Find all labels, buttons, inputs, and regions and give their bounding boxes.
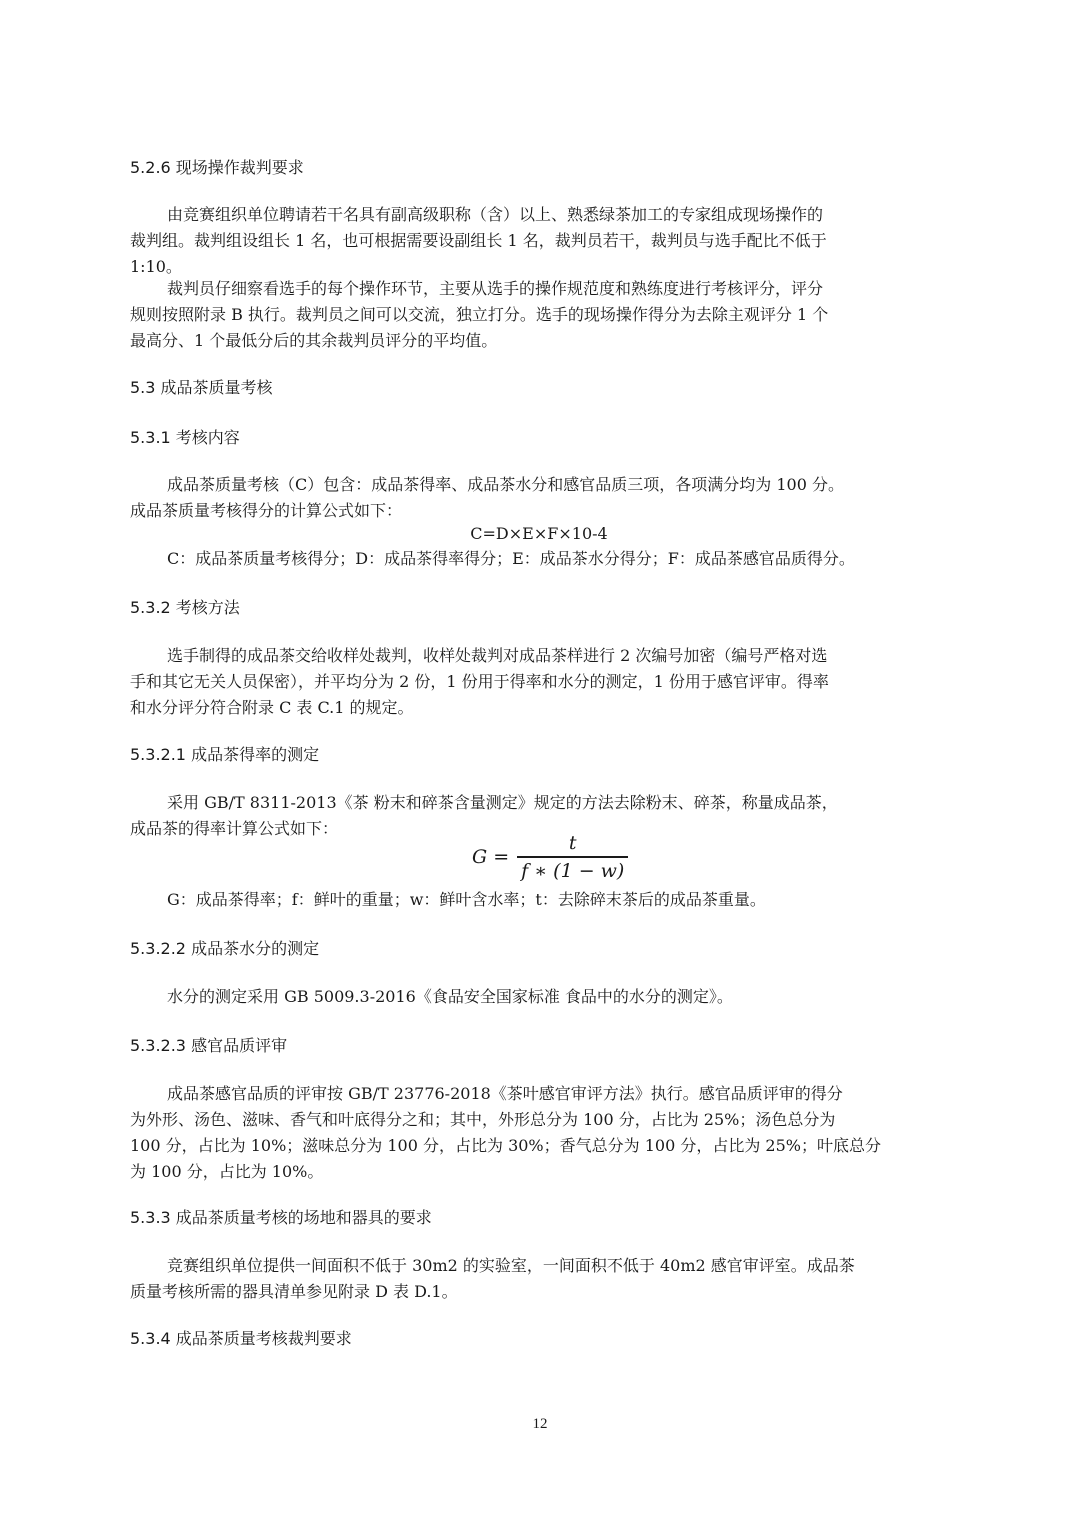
formula-g-denominator: f ∗ (1 − w) [521,859,625,882]
heading-5-3-2-1: 5.3.2.1 成品茶得率的测定 [130,745,320,764]
text-line: 采用 GB/T 8311-2013《茶 粉末和碎茶含量测定》规定的方法去除粉末、碎茶，称量成品茶， [167,793,838,812]
formula-g-lhs: G = [472,845,510,868]
formula-g [472,832,628,882]
text-line: 成品茶的得率计算公式如下： [130,819,339,838]
page-number: 12 [532,1416,548,1432]
text-line: 质量考核所需的器具清单参见附录 D 表 D.1。 [130,1282,458,1301]
text-line: 最高分、1 个最低分后的其余裁判员评分的平均值。 [130,331,498,350]
text-line: 选手制得的成品茶交给收样处裁判，收样处裁判对成品茶样进行 2 次编号加密（编号严格对选 [167,646,828,665]
definitions-c: C：成品茶质量考核得分；D：成品茶得率得分；E：成品茶水分得分；F：成品茶感官品质得分。 [167,549,855,568]
text-line: 和水分评分符合附录 C 表 C.1 的规定。 [130,698,414,717]
text-line: 由竞赛组织单位聘请若干名具有副高级职称（含）以上、熟悉绿茶加工的专家组成现场操作的 [167,205,824,224]
text-line: 1:10。 [130,257,182,276]
heading-5-3-3: 5.3.3 成品茶质量考核的场地和器具的要求 [130,1208,432,1227]
paragraph-5-3-3 [130,1253,948,1305]
formula-c: C=D×E×F×10-4 [470,524,608,543]
heading-5-3: 5.3 成品茶质量考核 [130,378,273,397]
heading-5-3-2: 5.3.2 考核方法 [130,598,240,617]
definitions-g: G：成品茶得率；f：鲜叶的重量；w：鲜叶含水率；t：去除碎末茶后的成品茶重量。 [167,890,766,909]
text-line: 竞赛组织单位提供一间面积不低于 30m2 的实验室，一间面积不低于 40m2 感官审评室。成品茶 [167,1256,855,1275]
paragraph-5-2-6-a [130,202,948,280]
text-line: 为 100 分，占比为 10%。 [130,1162,324,1181]
text-line: 成品茶感官品质的评审按 GB/T 23776-2018《茶叶感官审评方法》执行。感官品质评审的得分 [167,1084,843,1103]
paragraph-5-3-2-2 [130,984,948,1010]
paragraph-5-2-6-b [130,276,948,354]
text-line: 规则按照附录 B 执行。裁判员之间可以交流，独立打分。选手的现场操作得分为去除主观评分 1 个 [130,305,829,324]
heading-5-3-2-2: 5.3.2.2 成品茶水分的测定 [130,939,320,958]
text-line: 成品茶质量考核得分的计算公式如下： [130,501,403,520]
paragraph-5-3-2-3 [130,1081,948,1185]
heading-5-3-4: 5.3.4 成品茶质量考核裁判要求 [130,1329,352,1348]
heading-5-3-1: 5.3.1 考核内容 [130,428,240,447]
text-line: 100 分，占比为 10%；滋味总分为 100 分，占比为 30%；香气总分为 100 分，占比为 25%；叶底总分 [130,1136,881,1155]
text-line: 裁判组。裁判组设组长 1 名，也可根据需要设副组长 1 名，裁判员若干，裁判员与选手配比不低于 [130,231,827,250]
text-line: 裁判员仔细察看选手的每个操作环节，主要从选手的操作规范度和熟练度进行考核评分，评分 [167,279,824,298]
text-line: 手和其它无关人员保密），并平均分为 2 份，1 份用于得率和水分的测定，1 份用于感官评审。得率 [130,672,829,691]
formula-g-numerator: t [568,832,577,854]
heading-5-2-6: 5.2.6 现场操作裁判要求 [130,158,304,177]
paragraph-5-3-2 [130,643,948,721]
paragraph-5-3-1 [130,472,948,524]
formula-g-fraction [517,832,628,882]
text-line: 为外形、汤色、滋味、香气和叶底得分之和；其中，外形总分为 100 分，占比为 25%；汤色总分为 [130,1110,836,1129]
heading-5-3-2-3: 5.3.2.3 感官品质评审 [130,1036,288,1055]
text-line: 成品茶质量考核（C）包含：成品茶得率、成品茶水分和感官品质三项，各项满分均为 100 分。 [167,475,844,494]
text-line: 水分的测定采用 GB 5009.3-2016《食品安全国家标准 食品中的水分的测定》。 [167,987,733,1006]
